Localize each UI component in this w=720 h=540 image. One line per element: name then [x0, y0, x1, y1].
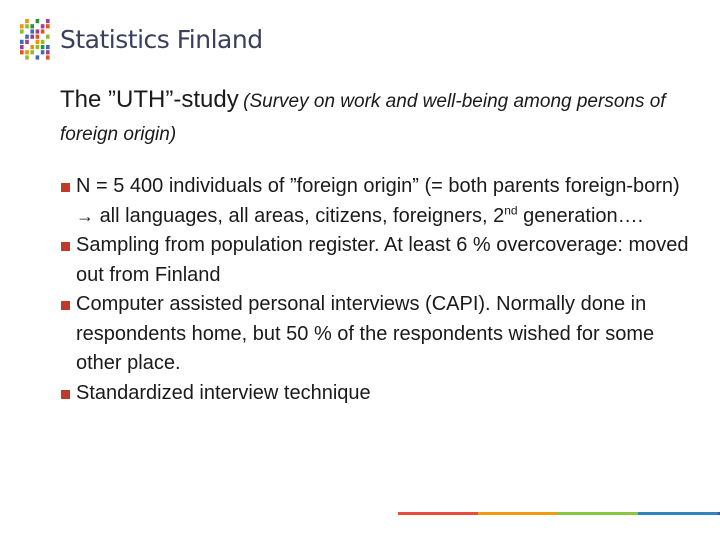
bullet-text-part: N = 5 400 individuals of ”foreign origin” (= both parents foreign-born) — [76, 175, 680, 197]
logo-mark-cell — [25, 55, 29, 59]
logo-mark-cell — [20, 45, 24, 49]
logo-mark-cell — [20, 29, 24, 33]
footer-color-segment — [478, 512, 558, 515]
logo-mark-cell — [36, 55, 40, 59]
logo-mark-cell — [46, 35, 50, 39]
logo-mark-cell — [36, 19, 40, 23]
logo-mark-cell — [25, 24, 29, 28]
bullet-text: Computer assisted personal interviews (CAPI). Normally done in respondents home, but 50 % of the respondents wished for some other place. — [76, 293, 655, 374]
bullet-list — [60, 172, 700, 408]
bullet-text-part: all languages, all areas, citizens, foreigners, 2 — [99, 204, 505, 227]
bullet-marker-icon — [61, 242, 70, 251]
logo-mark-cell — [30, 29, 34, 33]
slide-title — [60, 84, 680, 152]
logo-mark-cell — [36, 45, 40, 49]
right-arrow-icon: → — [76, 205, 94, 226]
bullet-text-part: generation…. — [517, 204, 644, 227]
logo-mark-cell — [41, 24, 45, 28]
bullet-marker-icon — [61, 390, 70, 399]
bullet-marker-icon — [61, 183, 70, 192]
logo-mark-cell — [25, 19, 29, 23]
logo-mark-cell — [36, 40, 40, 44]
bullet-text: Standardized interview technique — [76, 381, 371, 404]
logo-mark-cell — [30, 24, 34, 28]
logo-mark-cell — [41, 50, 45, 54]
logo-mark-cell — [46, 55, 50, 59]
logo-mark-cell — [30, 45, 34, 49]
logo-mark-cell — [36, 29, 40, 33]
footer-color-bar — [398, 512, 720, 515]
logo-mark-cell — [25, 40, 29, 44]
logo-mark-cell — [30, 35, 34, 39]
logo-mark-cell — [30, 50, 34, 54]
logo-mark-cell — [20, 50, 24, 54]
logo-mark-cell — [46, 50, 50, 54]
logo-mark-cell — [41, 40, 45, 44]
logo-mark-cell — [41, 45, 45, 49]
bullet-item — [60, 231, 700, 290]
footer-color-segment — [558, 512, 638, 515]
title-sub: (Survey on work and well-being among persons of foreign origin) — [60, 91, 666, 145]
logo-mark-cell — [25, 50, 29, 54]
statistics-finland-logo — [18, 16, 263, 62]
logo-text: Statistics Finland — [60, 24, 263, 54]
bullet-item — [60, 290, 700, 379]
logo-mark-cell — [36, 35, 40, 39]
logo-mark-cell — [46, 19, 50, 23]
logo-mark-cell — [46, 24, 50, 28]
title-main: The ”UTH”-study — [60, 86, 239, 113]
logo-mark-cell — [25, 35, 29, 39]
logo-mark-cell — [46, 45, 50, 49]
bullet-text: Sampling from population register. At least 6 % overcoverage: moved out from Finland — [76, 234, 689, 286]
ordinal-suffix: nd — [504, 202, 518, 217]
footer-color-segment — [398, 512, 478, 515]
logo-mark-cell — [20, 24, 24, 28]
logo-mark-cell — [20, 40, 24, 44]
logo-mark-icon — [18, 17, 52, 61]
logo-mark-cell — [41, 29, 45, 33]
bullet-item — [60, 172, 700, 231]
bullet-item — [60, 379, 700, 409]
bullet-marker-icon — [61, 301, 70, 310]
footer-color-segment — [638, 512, 718, 515]
